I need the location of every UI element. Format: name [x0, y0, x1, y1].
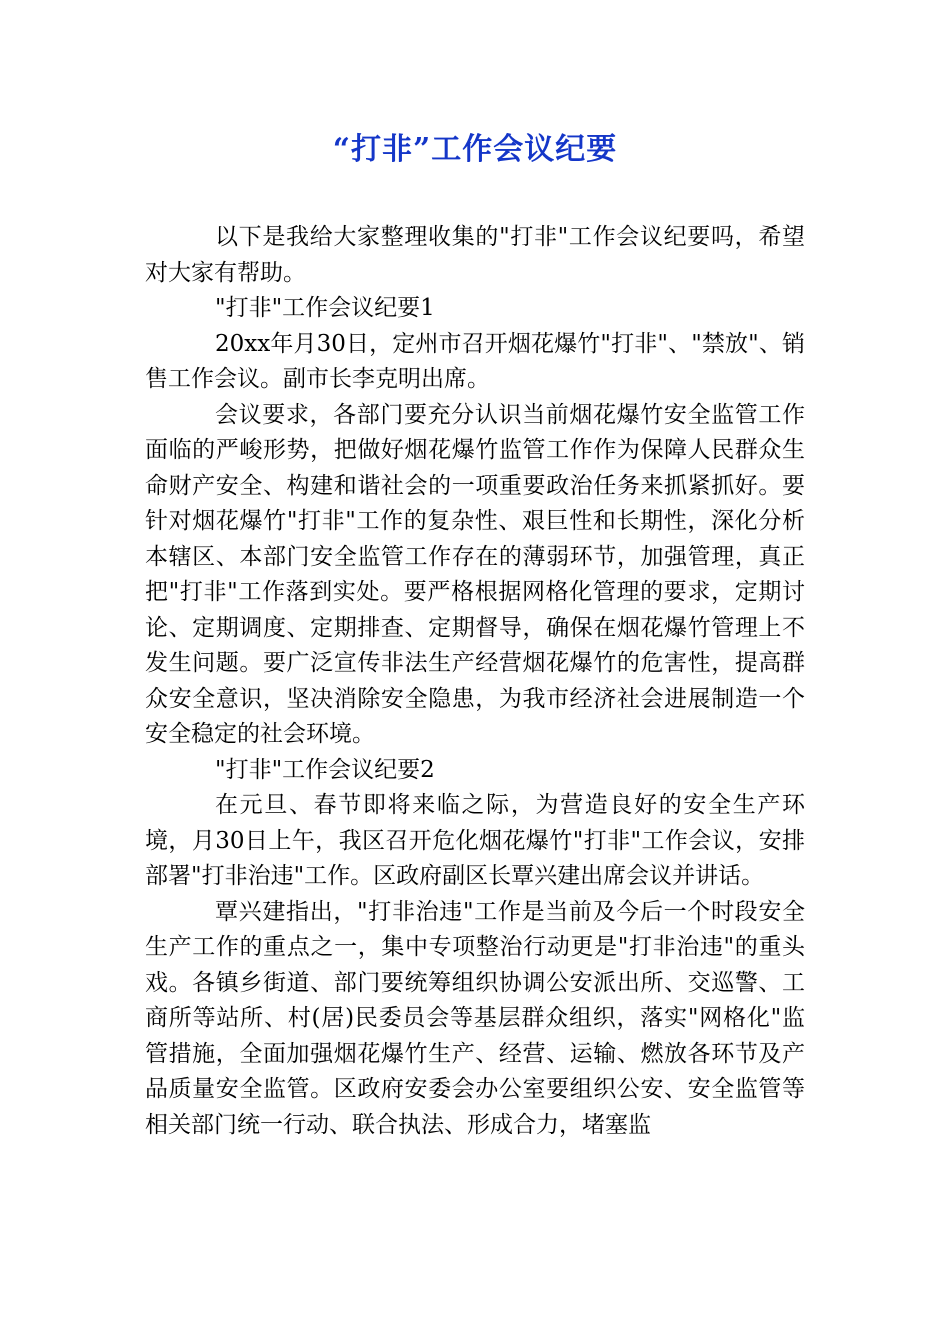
section-heading-2: "打非"工作会议纪要2 — [215, 756, 435, 783]
body-paragraph: 在元旦、春节即将来临之际，为营造良好的安全生产环境，月30日上午，我区召开危化烟花爆竹"打非"工作会议，安排部署"打非治违"工作。区政府副区长覃兴建出席会议并讲话。 — [145, 792, 805, 889]
document-title: “打非”工作会议纪要 — [332, 132, 618, 167]
document-body — [145, 220, 805, 1143]
intro-paragraph: 以下是我给大家整理收集的"打非"工作会议纪要吗，希望对大家有帮助。 — [145, 224, 805, 286]
section-heading-1: "打非"工作会议纪要1 — [215, 295, 435, 321]
body-paragraph: 会议要求，各部门要充分认识当前烟花爆竹安全监管工作面临的严峻形势，把做好烟花爆竹监管工作作为保障人民群众生命财产安全、构建和谐社会的一项重要政治任务来抓紧抓好。要针对烟花爆竹"打非"工作的复杂性、艰巨性和长期性，深化分析本辖区、本部门安全监管工作存在的薄弱环节，加强管理，真正把"打非"工作落到实处。要严格根据网格化管理的要求，定期讨论、定期调度、定期排查、定期督导，确保在烟花爆竹管理上不发生问题。要广泛宣传非法生产经营烟花爆竹的危害性，提高群众安全意识，坚决消除安全隐患，为我市经济社会进展制造一个安全稳定的社会环境。 — [145, 401, 805, 747]
body-paragraph: 20xx年月30日，定州市召开烟花爆竹"打非"、"禁放"、销售工作会议。副市长李克明出席。 — [145, 330, 805, 392]
body-paragraph: 覃兴建指出，"打非治违"工作是当前及今后一个时段安全生产工作的重点之一，集中专项整治行动更是"打非治违"的重头戏。各镇乡街道、部门要统筹组织协调公安派出所、交巡警、工商所等站所、村(居)民委员会等基层群众组织，落实"网格化"监管措施，全面加强烟花爆竹生产、经营、运输、燃放各环节及产品质量安全监管。区政府安委会办公室要组织公安、安全监管等相关部门统一行动、联合执法、形成合力，堵塞监 — [145, 898, 805, 1138]
